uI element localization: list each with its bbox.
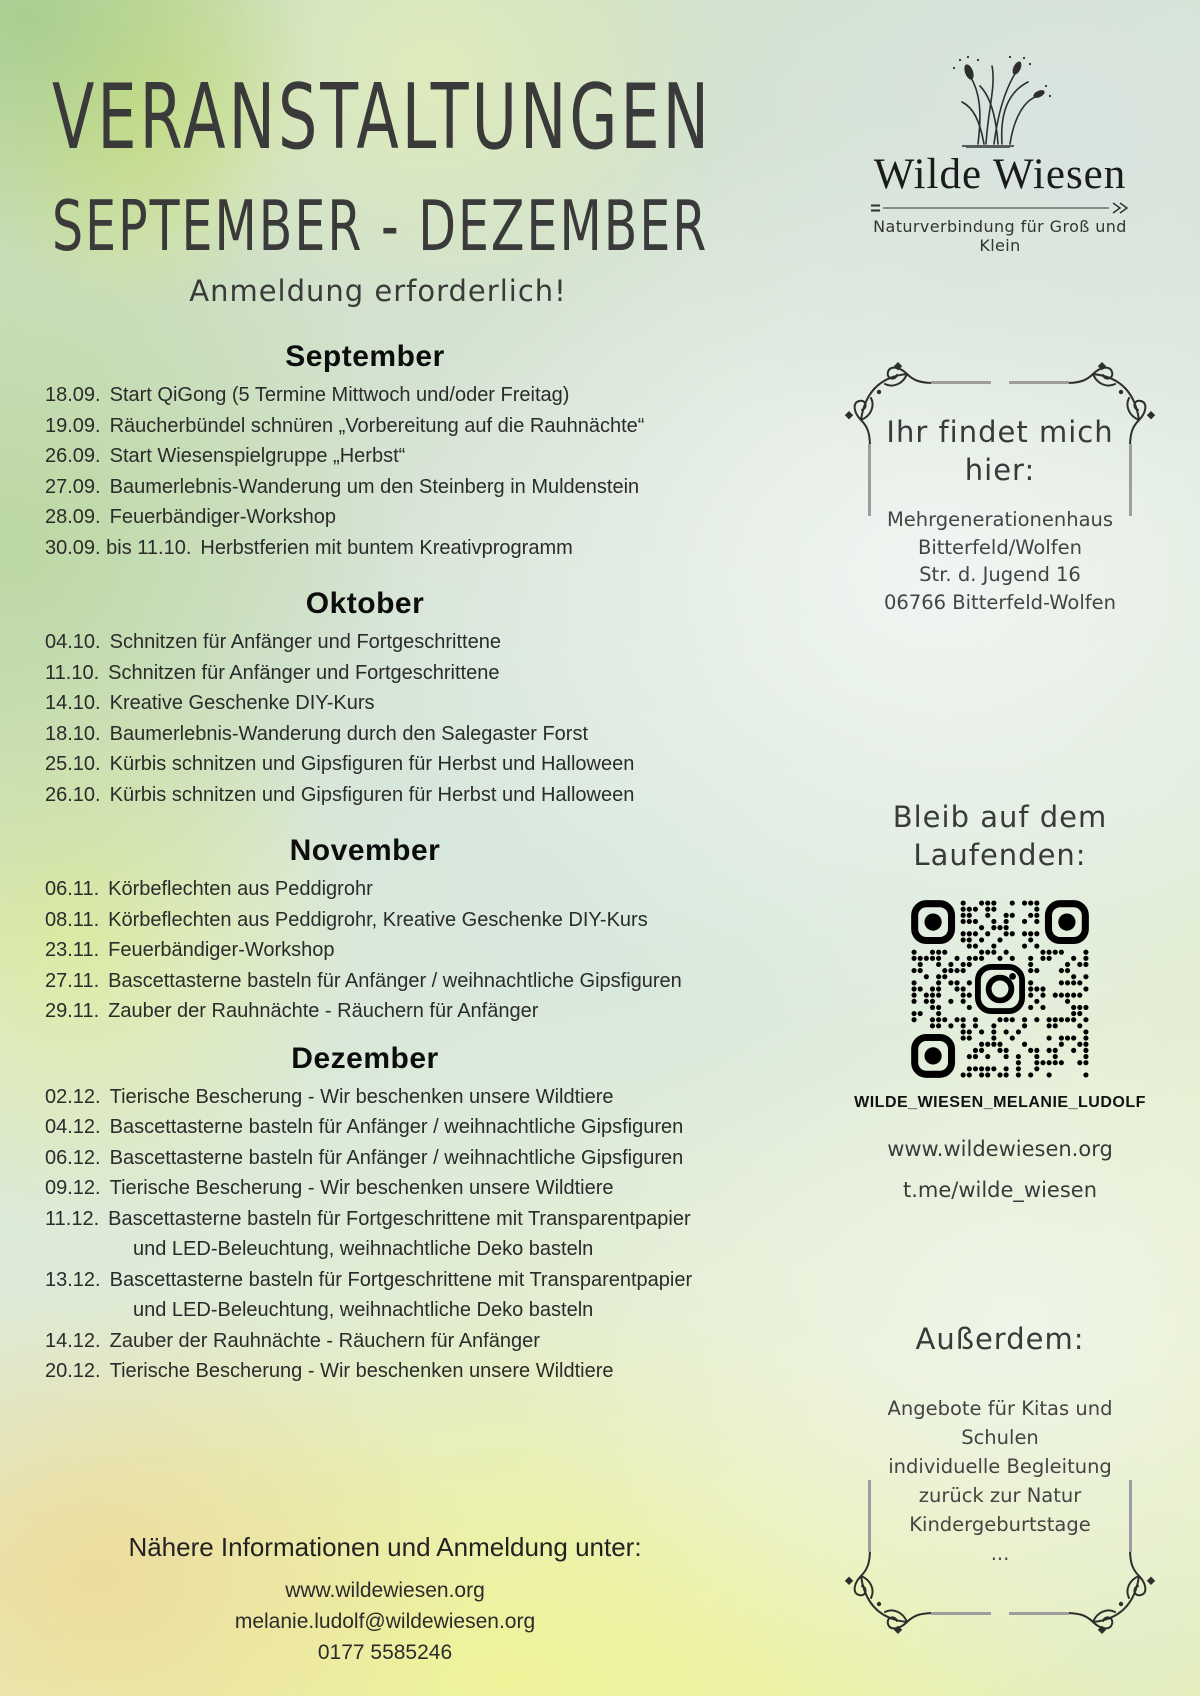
- month-heading: September: [285, 340, 445, 373]
- event-title-continuation: und LED-Beleuchtung, weihnachtliche Deko basteln: [133, 1238, 594, 1260]
- event-date: 06.11.: [45, 878, 100, 900]
- instagram-handle[interactable]: WILDE_WIESEN_MELANIE_LUDOLF: [854, 1094, 1146, 1111]
- social-heading-line2: Laufenden:: [913, 838, 1087, 872]
- event-title: Kürbis schnitzen und Gipsfiguren für Herbst und Halloween: [109, 753, 635, 775]
- event-title: Körbeflechten aus Peddigrohr, Kreative Geschenke DIY-Kurs: [108, 908, 648, 931]
- month-section: [45, 340, 760, 563]
- event-date: 09.12.: [45, 1177, 101, 1199]
- location-heading: [850, 413, 1150, 489]
- event-title: Baumerlebnis-Wanderung durch den Salegaster Forst: [109, 722, 589, 745]
- event-date: 04.12.: [45, 1116, 101, 1138]
- frame-line: [931, 1612, 991, 1615]
- sidebar-website-link[interactable]: www.wildewiesen.org: [887, 1137, 1113, 1161]
- extras-item: Angebote für Kitas und Schulen: [887, 1397, 1113, 1449]
- event-title: Tierische Bescherung - Wir beschenken unsere Wildtiere: [109, 1177, 614, 1199]
- footer-contact: [45, 1532, 725, 1668]
- month-section: [45, 1042, 760, 1387]
- event-date: 04.10.: [45, 631, 101, 653]
- location-address: [850, 506, 1150, 616]
- event-date: 30.09. bis 11.10.: [45, 536, 192, 559]
- event-row: [45, 1356, 760, 1387]
- event-title: Tierische Bescherung - Wir beschenken unsere Wildtiere: [109, 1085, 614, 1108]
- event-title: Bascettasterne basteln für Anfänger / weihnachtliche Gipsfiguren: [108, 969, 682, 992]
- social-heading: [850, 798, 1150, 874]
- frame-line: [931, 381, 991, 384]
- event-date: 11.12.: [45, 1207, 100, 1230]
- frame-line: [1129, 1480, 1132, 1552]
- address-line: Str. d. Jugend 16: [919, 563, 1081, 586]
- frame-line: [1009, 1612, 1069, 1615]
- extras-heading: Außerdem:: [915, 1322, 1085, 1356]
- event-date: 02.12.: [45, 1085, 101, 1108]
- event-row: [45, 749, 760, 780]
- event-row: [45, 441, 760, 472]
- event-row: [45, 411, 760, 442]
- event-date: 14.10.: [45, 692, 101, 714]
- event-row: [45, 780, 760, 811]
- extras-item: individuelle Begleitung: [888, 1455, 1112, 1478]
- event-date: 13.12.: [45, 1268, 101, 1291]
- event-title: Bascettasterne basteln für Anfänger / weihnachtliche Gipsfiguren: [109, 1146, 684, 1169]
- grass-reeds-icon: [940, 52, 1060, 148]
- event-title: Zauber der Rauhnächte - Räuchern für Anfänger: [109, 1329, 540, 1352]
- event-row: [45, 472, 760, 503]
- event-title: Start QiGong (5 Termine Mittwoch und/oder Freitag): [109, 384, 570, 406]
- event-row: [45, 1265, 760, 1296]
- event-date: 25.10.: [45, 753, 101, 775]
- event-date: 20.12.: [45, 1360, 101, 1382]
- event-row: [45, 1082, 760, 1113]
- event-date: 23.11.: [45, 939, 100, 961]
- footer-phone: 0177 5585246: [317, 1641, 453, 1664]
- event-title-continuation: und LED-Beleuchtung, weihnachtliche Deko basteln: [133, 1299, 594, 1321]
- event-title: Kreative Geschenke DIY-Kurs: [109, 692, 375, 714]
- event-date: 18.09.: [45, 384, 101, 406]
- event-title: Körbeflechten aus Peddigrohr: [108, 878, 373, 900]
- qr-code-image: [911, 900, 1089, 1078]
- event-row: [45, 874, 760, 905]
- event-date: 11.10.: [45, 661, 100, 684]
- social-block: [850, 798, 1150, 1202]
- instagram-qr-code[interactable]: [911, 900, 1089, 1078]
- event-title: Start Wiesenspielgruppe „Herbst“: [109, 445, 406, 467]
- event-date: 28.09.: [45, 506, 101, 528]
- event-row: [45, 1326, 760, 1357]
- month-heading: Dezember: [291, 1041, 439, 1075]
- event-title: Zauber der Rauhnächte - Räuchern für Anfänger: [108, 1000, 539, 1022]
- events-list: [45, 340, 760, 1387]
- month-heading: Oktober: [305, 587, 425, 620]
- footer-website-link[interactable]: www.wildewiesen.org: [285, 1579, 485, 1602]
- event-title: Tierische Bescherung - Wir beschenken unsere Wildtiere: [109, 1360, 614, 1382]
- event-title: Feuerbändiger-Workshop: [109, 506, 337, 528]
- event-title: Räucherbündel schnüren „Vorbereitung auf die Rauhnächte“: [109, 414, 645, 437]
- brand-tagline: Naturverbindung für Groß und Klein: [873, 217, 1127, 255]
- event-row: [45, 502, 760, 533]
- logo-block: [850, 52, 1150, 255]
- extras-item: Kindergeburtstage: [909, 1513, 1091, 1536]
- event-date: 14.12.: [45, 1329, 101, 1352]
- event-row: [45, 688, 760, 719]
- extras-item: ...: [990, 1542, 1010, 1565]
- event-row: [45, 1143, 760, 1174]
- event-date: 18.10.: [45, 722, 101, 745]
- event-title: Baumerlebnis-Wanderung um den Steinberg in Muldenstein: [109, 475, 640, 498]
- page-title-daterange: SEPTEMBER - DEZEMBER: [52, 186, 709, 267]
- event-date: 26.09.: [45, 445, 101, 467]
- location-heading-line1: Ihr findet mich: [886, 415, 1114, 449]
- flourish-ornament-icon: [1065, 1548, 1155, 1638]
- month-section: [45, 834, 760, 1027]
- registration-note: Anmeldung erforderlich!: [189, 274, 567, 308]
- event-date: 26.10.: [45, 783, 101, 806]
- brand-name: Wilde Wiesen: [873, 151, 1127, 198]
- event-title: Kürbis schnitzen und Gipsfiguren für Herbst und Halloween: [109, 783, 635, 806]
- event-title: Herbstferien mit buntem Kreativprogramm: [200, 536, 573, 559]
- location-heading-line2: hier:: [964, 453, 1036, 487]
- event-title: Schnitzen für Anfänger und Fortgeschrittene: [108, 661, 500, 684]
- event-row: [45, 627, 760, 658]
- event-title: Bascettasterne basteln für Fortgeschrittene mit Transparentpapier: [109, 1268, 693, 1291]
- event-date: 08.11.: [45, 908, 100, 931]
- instagram-icon: [978, 967, 1022, 1011]
- address-line: 06766 Bitterfeld-Wolfen: [884, 590, 1116, 614]
- event-row: [45, 719, 760, 750]
- frame-line: [868, 1480, 871, 1552]
- event-title: Bascettasterne basteln für Anfänger / weihnachtliche Gipsfiguren: [109, 1116, 684, 1138]
- event-row: [45, 935, 760, 966]
- event-title: Bascettasterne basteln für Fortgeschrittene mit Transparentpapier: [108, 1207, 691, 1230]
- month-heading: November: [289, 834, 441, 867]
- flourish-ornament-icon: [845, 1548, 935, 1638]
- footer-heading: Nähere Informationen und Anmeldung unter:: [128, 1532, 642, 1562]
- event-title: Feuerbändiger-Workshop: [108, 939, 335, 961]
- frame-line: [1009, 381, 1069, 384]
- event-date: 29.11.: [45, 1000, 100, 1022]
- month-section: [45, 587, 760, 810]
- telegram-link[interactable]: t.me/wilde_wiesen: [902, 1178, 1098, 1202]
- location-block: [850, 413, 1150, 616]
- event-date: 27.11.: [45, 969, 100, 992]
- address-line: Bitterfeld/Wolfen: [917, 535, 1083, 559]
- footer-email-link[interactable]: melanie.ludolf@wildewiesen.org: [234, 1610, 536, 1633]
- event-row: [45, 533, 760, 564]
- event-row: [45, 1112, 760, 1143]
- arrow-divider-icon: [869, 201, 1131, 215]
- event-date: 06.12.: [45, 1146, 101, 1169]
- address-line: Mehrgenerationenhaus: [886, 508, 1114, 531]
- event-date: 27.09.: [45, 475, 101, 498]
- event-row: [45, 996, 760, 1027]
- extras-item: zurück zur Natur: [918, 1484, 1082, 1507]
- event-date: 19.09.: [45, 414, 101, 437]
- event-row: [45, 1173, 760, 1204]
- event-row: [45, 658, 760, 689]
- page-title: VERANSTALTUNGEN: [52, 64, 713, 170]
- extras-frame-ornament: [845, 1474, 1155, 1638]
- event-row: [45, 380, 760, 411]
- event-row: [45, 966, 760, 997]
- event-row: [45, 905, 760, 936]
- social-heading-line1: Bleib auf dem: [892, 800, 1108, 834]
- event-title: Schnitzen für Anfänger und Fortgeschrittene: [109, 631, 501, 653]
- event-row: [45, 1204, 760, 1235]
